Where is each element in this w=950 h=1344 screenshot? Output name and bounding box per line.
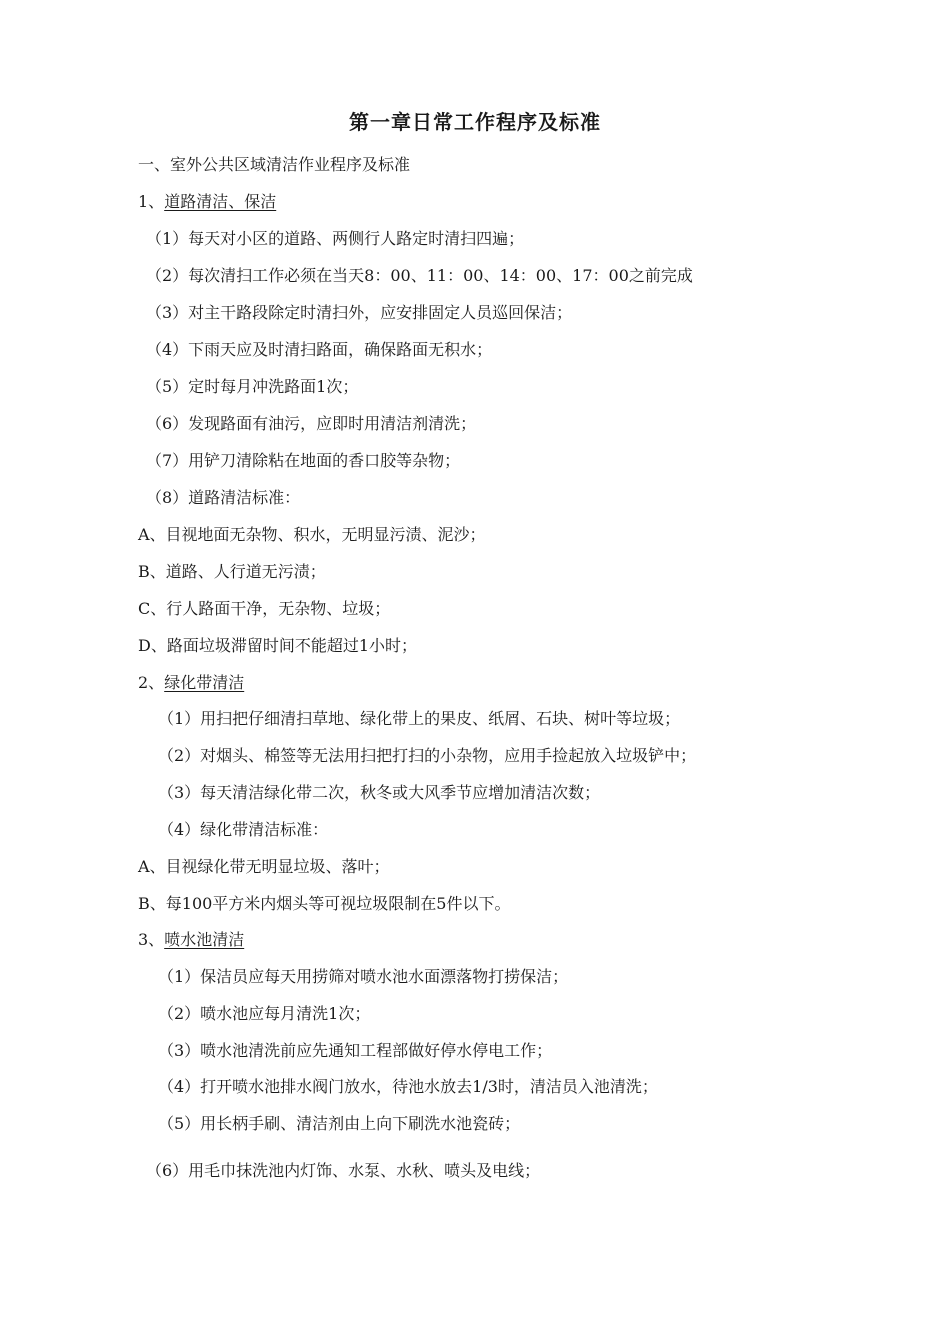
list-item: （1）每天对小区的道路、两侧行人路定时清扫四遍； [146, 229, 525, 248]
subsection-number: 1、 [138, 192, 165, 211]
subsection-title: 喷水池清洁 [164, 930, 245, 949]
subsection-heading-fountain [138, 929, 244, 951]
list-item: （4）下雨天应及时清扫路面，确保路面无积水； [146, 340, 493, 359]
standard-item: B、每100平方米内烟头等可视垃圾限制在5件以下。 [138, 894, 511, 913]
subsection-title: 绿化带清洁 [164, 673, 245, 692]
standard-item: B、道路、人行道无污渍； [138, 562, 326, 581]
standard-item: A、目视绿化带无明显垃圾、落叶； [138, 857, 390, 876]
list-item: （8）道路清洁标准： [146, 488, 301, 507]
subsection-title: 道路清洁、保洁 [164, 192, 277, 211]
standard-item: A、目视地面无杂物、积水，无明显污渍、泥沙； [138, 525, 486, 544]
section-heading: 一、室外公共区域清洁作业程序及标准 [138, 155, 411, 174]
list-item: （1）用扫把仔细清扫草地、绿化带上的果皮、纸屑、石块、树叶等垃圾； [158, 709, 681, 728]
subsection-heading-roads [138, 191, 276, 213]
list-item: （7）用铲刀清除粘在地面的香口胶等杂物； [146, 451, 461, 470]
list-item: （1）保洁员应每天用捞筛对喷水池水面漂落物打捞保洁； [158, 967, 569, 986]
list-item: （3）每天清洁绿化带二次，秋冬或大风季节应增加清洁次数； [158, 783, 601, 802]
subsection-number: 3、 [138, 930, 165, 949]
list-item: （6）发现路面有油污，应即时用清洁剂清洗； [146, 414, 477, 433]
standard-item: C、行人路面干净，无杂物、垃圾； [138, 599, 391, 618]
list-item: （4）绿化带清洁标准： [158, 820, 329, 839]
list-item: （4）打开喷水池排水阀门放水，待池水放去1/3时，清洁员入池清洗； [158, 1077, 658, 1096]
standard-item: D、路面垃圾滞留时间不能超过1小时； [138, 636, 418, 655]
list-item: （2）喷水池应每月清洗1次； [158, 1004, 371, 1023]
chapter-title: 第一章日常工作程序及标准 [349, 110, 601, 134]
subsection-number: 2、 [138, 673, 165, 692]
list-item: （3）喷水池清洗前应先通知工程部做好停水停电工作； [158, 1041, 553, 1060]
subsection-heading-greenbelt [138, 672, 244, 694]
list-item: （5）定时每月冲洗路面1次； [146, 377, 359, 396]
list-item: （5）用长柄手刷、清洁剂由上向下刷洗水池瓷砖； [158, 1114, 521, 1133]
list-item: （2）每次清扫工作必须在当天8：00、11：00、14：00、17：00之前完成 [146, 266, 693, 285]
list-item: （2）对烟头、棉签等无法用扫把打扫的小杂物，应用手捡起放入垃圾铲中； [158, 746, 697, 765]
list-item: （6）用毛巾抹洗池内灯饰、水泵、水秋、喷头及电线； [146, 1161, 541, 1180]
list-item: （3）对主干路段除定时清扫外，应安排固定人员巡回保洁； [146, 303, 573, 322]
